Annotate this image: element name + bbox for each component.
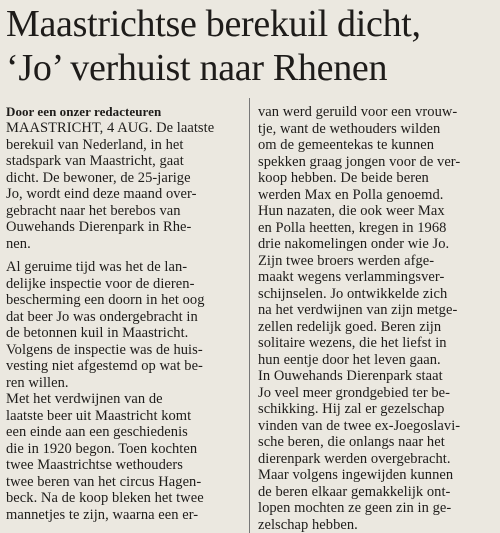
- text-line: Jo veel meer grondgebied ter be-: [258, 384, 451, 401]
- article-column-left: [6, 104, 244, 523]
- article-column-right: [258, 104, 496, 533]
- text-line: maakt wegens verlammingsver-: [258, 269, 445, 285]
- text-line: Ouwehands Dierenpark in Rhe-: [6, 219, 192, 235]
- byline: Door een onzer redacteuren: [6, 104, 162, 119]
- text-line: mannetjes te zijn, waarna een er-: [6, 506, 199, 523]
- text-line: lopen mochten ze geen zin in ge-: [258, 500, 452, 516]
- text-line: laatste beer uit Maastricht komt: [6, 407, 192, 424]
- text-line: dat beer Jo was ondergebracht in: [6, 308, 198, 325]
- text-line: en Polla heetten, kregen in 1968: [258, 219, 447, 236]
- text-line: vinden van de twee ex-Joegoslavi-: [258, 417, 461, 434]
- text-line: die in 1920 begon. Toen kochten: [6, 440, 198, 457]
- text-line: beck. Na de koop bleken het twee: [6, 490, 204, 506]
- text-line: koop hebben. De beide beren: [258, 170, 429, 186]
- paragraph-gap: [6, 252, 244, 259]
- text-line: delijke inspectie voor de dieren-: [6, 275, 195, 292]
- text-line: een einde aan een geschiedenis: [6, 424, 188, 440]
- headline-line-2: ‘Jo’ verhuist naar Rhenen: [6, 47, 388, 89]
- text-line: van werd geruild voor een vrouw-: [258, 104, 458, 120]
- text-line: Zijn twee broers werden afge-: [258, 252, 435, 269]
- text-line: de beren elkaar gemakkelijk ont-: [258, 483, 451, 500]
- text-line: In Ouwehands Dierenpark staat: [258, 368, 443, 384]
- right-column-text: [258, 104, 496, 533]
- text-line: zelschap hebben.: [258, 516, 358, 533]
- text-line: de betonnen kuil in Maastricht.: [6, 325, 189, 341]
- text-line: Jo, wordt eind deze maand over-: [6, 186, 197, 202]
- text-line: na het verdwijnen van zijn metge-: [258, 302, 458, 318]
- text-line: twee beren van het circus Hagen-: [6, 473, 202, 490]
- left-column-text: [6, 120, 244, 523]
- text-line: spekken graag jongen voor de ver-: [258, 153, 461, 170]
- column-divider: [249, 98, 250, 533]
- text-line: dierenpark werden overgebracht.: [258, 450, 451, 467]
- text-line: drie nakomelingen onder wie Jo.: [258, 236, 450, 252]
- text-line: schijnselen. Jo ontwikkelde zich: [258, 285, 448, 302]
- headline: [6, 2, 500, 90]
- text-line: twee Maastrichtse wethouders: [6, 457, 183, 473]
- text-line: tje, want de wethouders wilden: [258, 120, 441, 137]
- text-line: Maar volgens ingewijden kunnen: [258, 467, 454, 483]
- headline-line-1: Maastrichtse berekuil dicht,: [6, 3, 421, 45]
- text-line: Al geruime tijd was het de lan-: [6, 259, 188, 275]
- text-line: gebracht naar het berebos van: [6, 202, 181, 219]
- text-line: werden Max en Polla genoemd.: [258, 186, 444, 203]
- text-line: hun eentje door het leven gaan.: [258, 351, 441, 368]
- text-line: bescherming een doorn in het oog: [6, 292, 205, 308]
- text-line: nen.: [6, 235, 31, 252]
- text-line: schikking. Hij zal er gezelschap: [258, 401, 445, 417]
- text-line: vesting niet afgestemd op wat be-: [6, 358, 203, 374]
- text-line: ren willen.: [6, 374, 69, 391]
- text-line: solitaire wezens, die het liefst in: [258, 335, 447, 351]
- text-line: zellen redelijk goed. Beren zijn: [258, 318, 442, 335]
- text-line: om de gemeentekas te kunnen: [258, 137, 435, 153]
- text-line: berekuil van Nederland, in het: [6, 136, 184, 153]
- text-line: Met het verdwijnen van de: [6, 391, 163, 407]
- text-line: MAASTRICHT, 4 AUG. De laatste: [6, 120, 215, 136]
- text-line: sche beren, die onlangs naar het: [258, 434, 445, 450]
- text-line: stadspark van Maastricht, gaat: [6, 153, 184, 169]
- text-line: Hun nazaten, die ook weer Max: [258, 203, 445, 219]
- text-line: Volgens de inspectie was de huis-: [6, 341, 203, 358]
- text-line: dicht. De bewoner, de 25-jarige: [6, 169, 191, 186]
